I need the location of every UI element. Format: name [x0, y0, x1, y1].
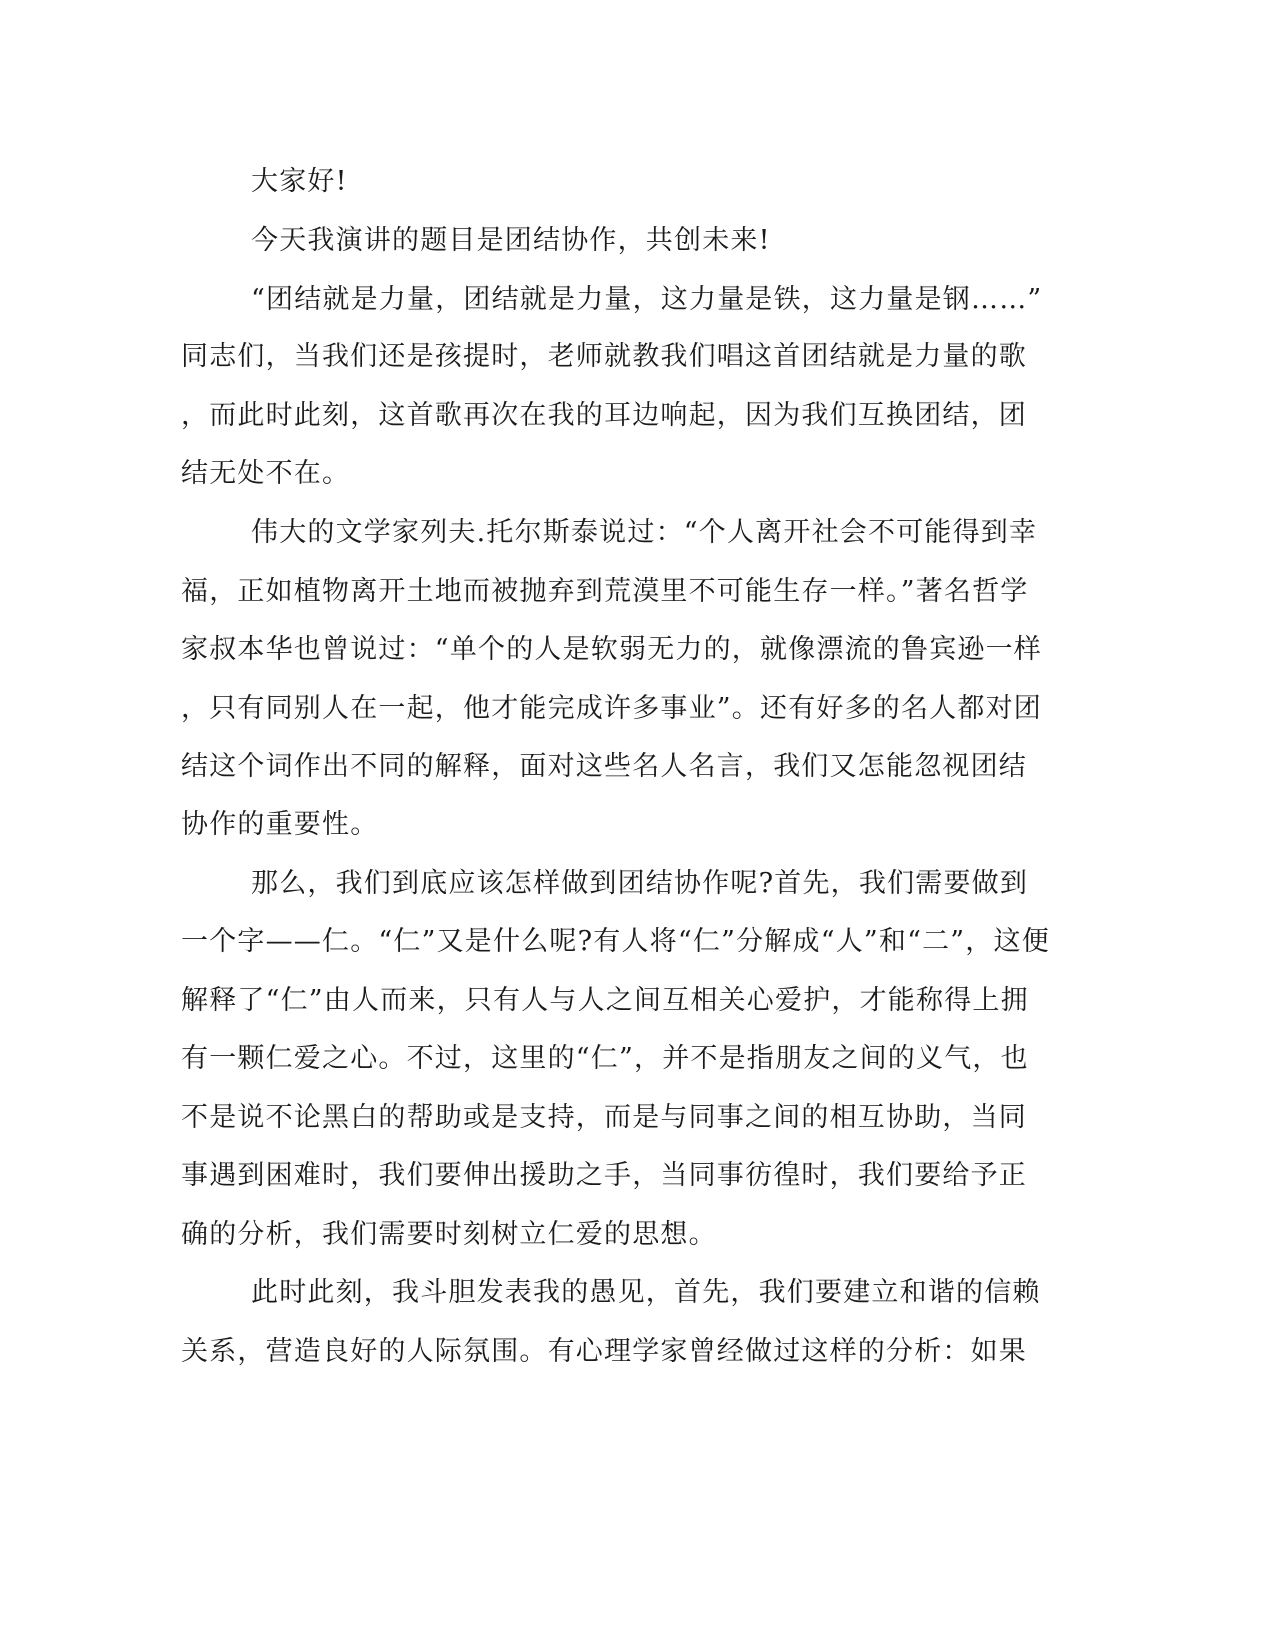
text-line: 结无处不在。 — [181, 458, 351, 489]
text-line: 协作的重要性。 — [181, 809, 379, 840]
text-line: 解释了“仁”由人而来，只有人与人之间互相关心爱护，才能称得上拥 — [181, 985, 1029, 1016]
text-line: 结这个词作出不同的解释，面对这些名人名言，我们又怎能忽视团结 — [181, 751, 1027, 782]
text-line: 那么，我们到底应该怎样做到团结协作呢?首先，我们需要做到 — [251, 868, 1029, 899]
text-line: 此时此刻，我斗胆发表我的愚见，首先，我们要建立和谐的信赖 — [251, 1277, 1041, 1308]
text-line: 有一颗仁爱之心。不过，这里的“仁”，并不是指朋友之间的义气，也 — [181, 1043, 1029, 1074]
text-line: ，而此时此刻，这首歌再次在我的耳边响起，因为我们互换团结，团 — [181, 400, 1027, 431]
text-line: 确的分析，我们需要时刻树立仁爱的思想。 — [181, 1219, 717, 1250]
text-line: 家叔本华也曾说过：“单个的人是软弱无力的，就像漂流的鲁宾逊一样 — [181, 634, 1043, 665]
text-line: 关系，营造良好的人际氛围。有心理学家曾经做过这样的分析：如果 — [181, 1336, 1027, 1367]
text-line: 今天我演讲的题目是团结协作，共创未来! — [251, 225, 771, 256]
text-line: “团结就是力量，团结就是力量，这力量是铁，这力量是钢……” — [251, 284, 1043, 315]
text-line: 不是说不论黑白的帮助或是支持，而是与同事之间的相互协助，当同 — [181, 1102, 1027, 1133]
text-line: 伟大的文学家列夫.托尔斯泰说过：“个人离开社会不可能得到幸 — [251, 517, 1038, 548]
text-line: 福，正如植物离开土地而被抛弃到荒漠里不可能生存一样。”著名哲学 — [181, 576, 1029, 607]
text-line: 大家好! — [251, 166, 348, 197]
text-line: 事遇到困难时，我们要伸出援助之手，当同事彷徨时，我们要给予正 — [181, 1160, 1027, 1191]
text-line: 同志们，当我们还是孩提时，老师就教我们唱这首团结就是力量的歌 — [181, 341, 1027, 372]
text-line: ，只有同别人在一起，他才能完成许多事业”。还有好多的名人都对团 — [181, 693, 1043, 724]
text-line: 一个字——仁。“仁”又是什么呢?有人将“仁”分解成“人”和“二”，这便 — [181, 926, 1050, 957]
